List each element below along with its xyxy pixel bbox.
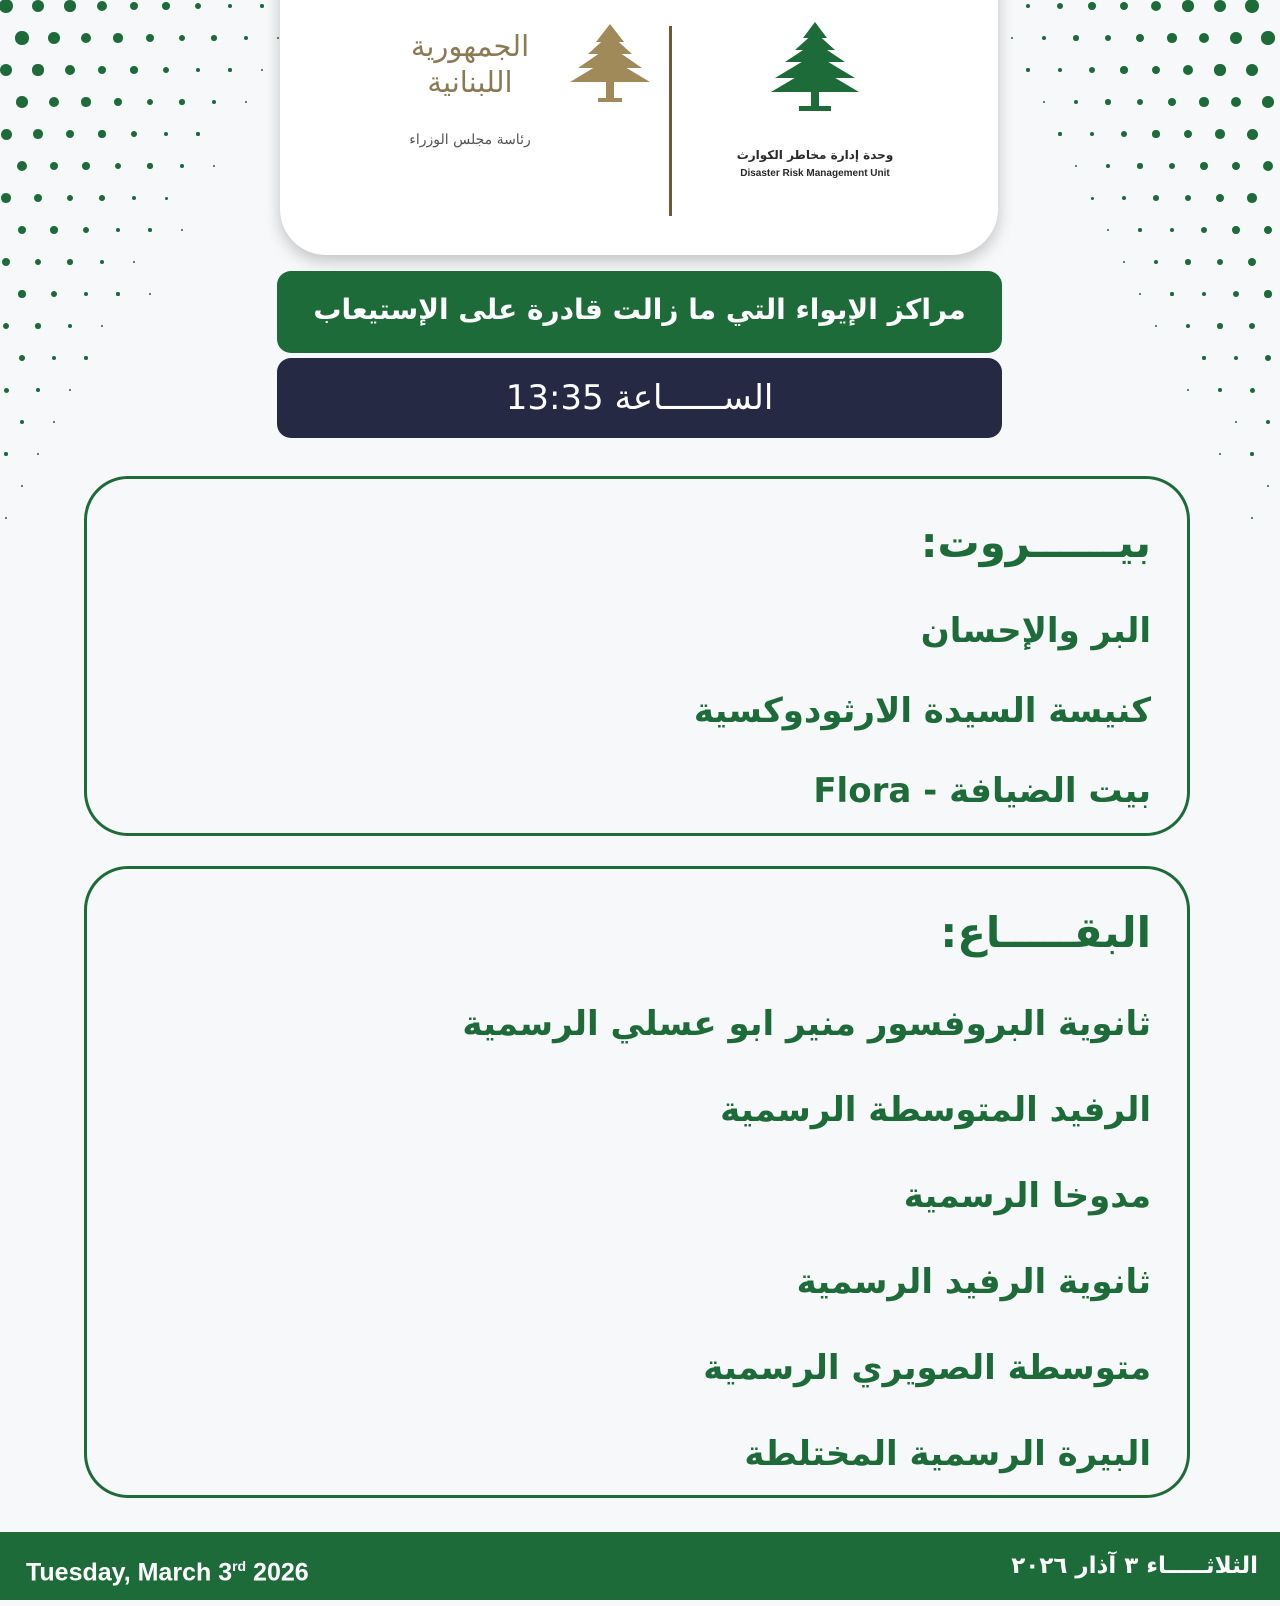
decorative-dot <box>1245 0 1259 13</box>
decorative-dot <box>1202 292 1207 297</box>
decorative-dot <box>84 356 87 359</box>
decorative-dot <box>1247 193 1257 203</box>
decorative-dot <box>1232 226 1239 233</box>
decorative-dot <box>1155 325 1158 328</box>
decorative-dot <box>1168 98 1176 106</box>
decorative-dot <box>1185 195 1192 202</box>
decorative-dot <box>115 163 121 169</box>
decorative-dot <box>1215 129 1225 139</box>
decorative-dot <box>1043 101 1046 104</box>
decorative-dot <box>196 68 201 73</box>
decorative-dot <box>146 34 154 42</box>
decorative-dot <box>1248 258 1256 266</box>
decorative-dot <box>2 258 10 266</box>
decorative-dot <box>1075 165 1077 167</box>
decorative-dot <box>32 64 43 75</box>
shelter-item: البيرة الرسمية المختلطة <box>744 1434 1151 1474</box>
decorative-dot <box>1184 130 1192 138</box>
decorative-dot <box>36 388 40 392</box>
decorative-dot <box>1250 452 1254 456</box>
decorative-dot <box>1153 195 1159 201</box>
decorative-dot <box>1170 292 1173 295</box>
logo-card <box>280 0 998 255</box>
decorative-dot <box>65 65 75 75</box>
decorative-dot <box>1247 129 1258 140</box>
decorative-dot <box>1217 323 1222 328</box>
decorative-dot <box>49 97 59 107</box>
shelter-item: الرفيد المتوسطة الرسمية <box>720 1090 1151 1130</box>
time-label: الســــــاعة <box>614 378 774 418</box>
region-title-bekaa: البقـــــاع: <box>940 908 1151 957</box>
page-title: مراكز الإيواء التي ما زالت قادرة على الإستيعاب <box>277 271 1002 353</box>
decorative-dot <box>67 195 74 202</box>
decorative-dot <box>1267 485 1270 488</box>
drm-logo <box>680 20 950 220</box>
footer-bar <box>0 1532 1280 1600</box>
decorative-dot <box>15 31 28 44</box>
decorative-dot <box>5 517 7 519</box>
decorative-dot <box>228 4 233 9</box>
decorative-dot <box>133 261 136 264</box>
decorative-dot <box>18 290 25 297</box>
decorative-dot <box>1074 100 1078 104</box>
decorative-dot <box>244 36 248 40</box>
decorative-dot <box>1151 1 1161 11</box>
decorative-dot <box>130 66 137 73</box>
decorative-dot <box>147 99 154 106</box>
decorative-dot <box>148 228 152 232</box>
decorative-dot <box>180 164 184 168</box>
decorative-dot <box>181 229 183 231</box>
shelter-item: البر والإحسان <box>920 611 1151 651</box>
decorative-dot <box>1187 389 1189 391</box>
decorative-dot <box>1042 36 1046 40</box>
decorative-dot <box>1261 31 1274 44</box>
decorative-dot <box>4 388 9 393</box>
decorative-dot <box>260 4 264 8</box>
government-subtitle: رئاسة مجلس الوزراء <box>409 132 531 148</box>
decorative-dot <box>97 1 107 11</box>
decorative-dot <box>1199 97 1208 106</box>
decorative-dot <box>1120 2 1129 11</box>
shelter-item: كنيسة السيدة الارثودوكسية <box>693 691 1151 731</box>
decorative-dot <box>1216 194 1224 202</box>
decorative-dot <box>1152 66 1161 75</box>
decorative-dot <box>34 194 42 202</box>
decorative-dot <box>228 68 231 71</box>
decorative-dot <box>1218 388 1222 392</box>
decorative-dot <box>99 195 105 201</box>
decorative-dot <box>81 33 92 44</box>
decorative-dot <box>67 259 72 264</box>
decorative-dot <box>1073 35 1078 40</box>
decorative-dot <box>20 420 24 424</box>
shelter-item: ثانوية الرفيد الرسمية <box>796 1262 1151 1302</box>
decorative-dot <box>1167 33 1176 42</box>
decorative-dot <box>101 325 104 328</box>
decorative-dot <box>261 69 263 71</box>
region-beirut <box>84 476 1190 836</box>
decorative-dot <box>1170 228 1175 233</box>
decorative-dot <box>195 3 201 9</box>
decorative-dot <box>116 292 119 295</box>
decorative-dot <box>245 101 248 104</box>
decorative-dot <box>1089 67 1095 73</box>
decorative-dot <box>4 452 8 456</box>
decorative-dot <box>1105 35 1112 42</box>
decorative-dot <box>83 227 89 233</box>
time-bar <box>277 358 1002 438</box>
government-logo <box>380 20 660 220</box>
decorative-dot <box>1262 96 1274 108</box>
decorative-dot <box>196 132 199 135</box>
decorative-dot <box>1 129 12 140</box>
decorative-dot <box>1214 64 1225 75</box>
decorative-dot <box>149 293 151 295</box>
decorative-dot <box>48 32 60 44</box>
decorative-dot <box>50 226 57 233</box>
decorative-dot <box>1251 517 1253 519</box>
decorative-dot <box>1234 356 1238 360</box>
decorative-dot <box>1264 290 1271 297</box>
decorative-dot <box>1266 420 1270 424</box>
decorative-dot <box>1091 197 1094 200</box>
decorative-dot <box>1105 99 1110 104</box>
decorative-dot <box>1265 355 1271 361</box>
decorative-dot <box>1169 163 1175 169</box>
decorative-dot <box>147 163 152 168</box>
drm-name-english: Disaster Risk Management Unit <box>740 168 890 179</box>
drm-name-arabic: وحدة إدارة مخاطر الكوارث <box>736 148 894 162</box>
decorative-dot <box>35 323 40 328</box>
decorative-dot <box>1264 226 1273 235</box>
decorative-dot <box>64 0 75 11</box>
decorative-dot <box>1199 33 1210 44</box>
decorative-dot <box>1183 65 1193 75</box>
decorative-dot <box>66 130 74 138</box>
decorative-dot <box>37 453 39 455</box>
decorative-dot <box>1219 453 1221 455</box>
decorative-dot <box>32 0 45 12</box>
decorative-dot <box>1121 131 1127 137</box>
decorative-dot <box>98 130 105 137</box>
decorative-dot <box>1182 0 1193 11</box>
decorative-dot <box>113 33 122 42</box>
decorative-dot <box>81 97 90 106</box>
decorative-dot <box>1 193 11 203</box>
decorative-dot <box>1233 291 1239 297</box>
decorative-dot <box>1058 68 1063 73</box>
decorative-dot <box>98 66 107 75</box>
decorative-dot <box>1088 2 1096 10</box>
decorative-dot <box>1090 132 1095 137</box>
decorative-dot <box>1139 293 1141 295</box>
decorative-dot <box>1232 162 1241 171</box>
decorative-dot <box>277 37 280 40</box>
decorative-dot <box>1246 64 1259 77</box>
decorative-dot <box>0 0 13 13</box>
decorative-dot <box>21 485 24 488</box>
decorative-dot <box>3 323 10 330</box>
decorative-dot <box>1138 228 1142 232</box>
decorative-dot <box>1107 229 1109 231</box>
decorative-dot <box>1136 34 1144 42</box>
decorative-dot <box>114 98 122 106</box>
decorative-dot <box>1026 68 1029 71</box>
government-name: الجمهورية اللبنانية <box>410 29 530 99</box>
decorative-dot <box>1185 259 1190 264</box>
decorative-dot <box>16 96 28 108</box>
decorative-dot <box>52 356 56 360</box>
decorative-dot <box>212 100 216 104</box>
shelter-item: متوسطة الصويري الرسمية <box>703 1348 1151 1388</box>
decorative-dot <box>179 35 186 42</box>
decorative-dot <box>19 355 25 361</box>
decorative-dot <box>1106 164 1110 168</box>
decorative-dot <box>100 260 104 264</box>
decorative-dot <box>163 67 169 73</box>
shelter-item: بيت الضيافة - Flora <box>813 771 1151 811</box>
decorative-dot <box>130 2 139 11</box>
decorative-dot <box>1057 3 1063 9</box>
decorative-dot <box>1231 97 1241 107</box>
cedar-tree-gold-icon <box>560 20 660 110</box>
date-arabic: الثلاثـــــاء ٣ آذار ٢٠٢٦ <box>1011 1553 1258 1579</box>
decorative-dot <box>1011 37 1014 40</box>
decorative-dot <box>1026 4 1031 9</box>
decorative-dot <box>82 162 90 170</box>
decorative-dot <box>165 197 168 200</box>
date-english: Tuesday, March 3rd 2026 <box>26 1558 309 1587</box>
decorative-dot <box>132 196 136 200</box>
time-value: 13:35 <box>505 378 604 418</box>
decorative-dot <box>164 132 169 137</box>
decorative-dot <box>211 35 216 40</box>
decorative-dot <box>69 389 71 391</box>
decorative-dot <box>1120 66 1127 73</box>
shelter-item: مدوخا الرسمية <box>903 1176 1151 1216</box>
decorative-dot <box>1123 261 1126 264</box>
decorative-dot <box>18 226 27 235</box>
decorative-dot <box>35 259 42 266</box>
shelter-item: ثانوية البروفسور منير ابو عسلي الرسمية <box>462 1004 1151 1044</box>
decorative-dot <box>1202 356 1205 359</box>
decorative-dot <box>1235 421 1238 424</box>
decorative-dot <box>1201 227 1207 233</box>
decorative-dot <box>179 99 184 104</box>
decorative-dot <box>1200 162 1208 170</box>
decorative-dot <box>1058 132 1061 135</box>
decorative-dot <box>1152 130 1159 137</box>
cedar-tree-green-icon <box>765 20 865 120</box>
decorative-dot <box>1137 99 1144 106</box>
decorative-dot <box>68 324 72 328</box>
decorative-dot <box>213 165 215 167</box>
decorative-dot <box>131 131 137 137</box>
decorative-dot <box>1249 323 1256 330</box>
decorative-dot <box>162 2 170 10</box>
region-bekaa <box>84 866 1190 1498</box>
decorative-dot <box>1122 196 1126 200</box>
decorative-dot <box>17 161 27 171</box>
decorative-dot <box>1230 32 1242 44</box>
logo-divider <box>669 26 672 216</box>
decorative-dot <box>53 421 56 424</box>
decorative-dot <box>1250 388 1255 393</box>
decorative-dot <box>1263 161 1273 171</box>
decorative-dot <box>84 292 89 297</box>
decorative-dot <box>51 291 57 297</box>
decorative-dot <box>1137 163 1142 168</box>
decorative-dot <box>1217 259 1224 266</box>
region-title-beirut: بيــــــروت: <box>920 518 1151 567</box>
decorative-dot <box>1214 0 1227 12</box>
decorative-dot <box>33 129 43 139</box>
decorative-dot <box>50 162 59 171</box>
decorative-dot <box>1186 324 1190 328</box>
decorative-dot <box>1154 260 1158 264</box>
decorative-dot <box>116 228 121 233</box>
decorative-dot <box>0 64 12 77</box>
